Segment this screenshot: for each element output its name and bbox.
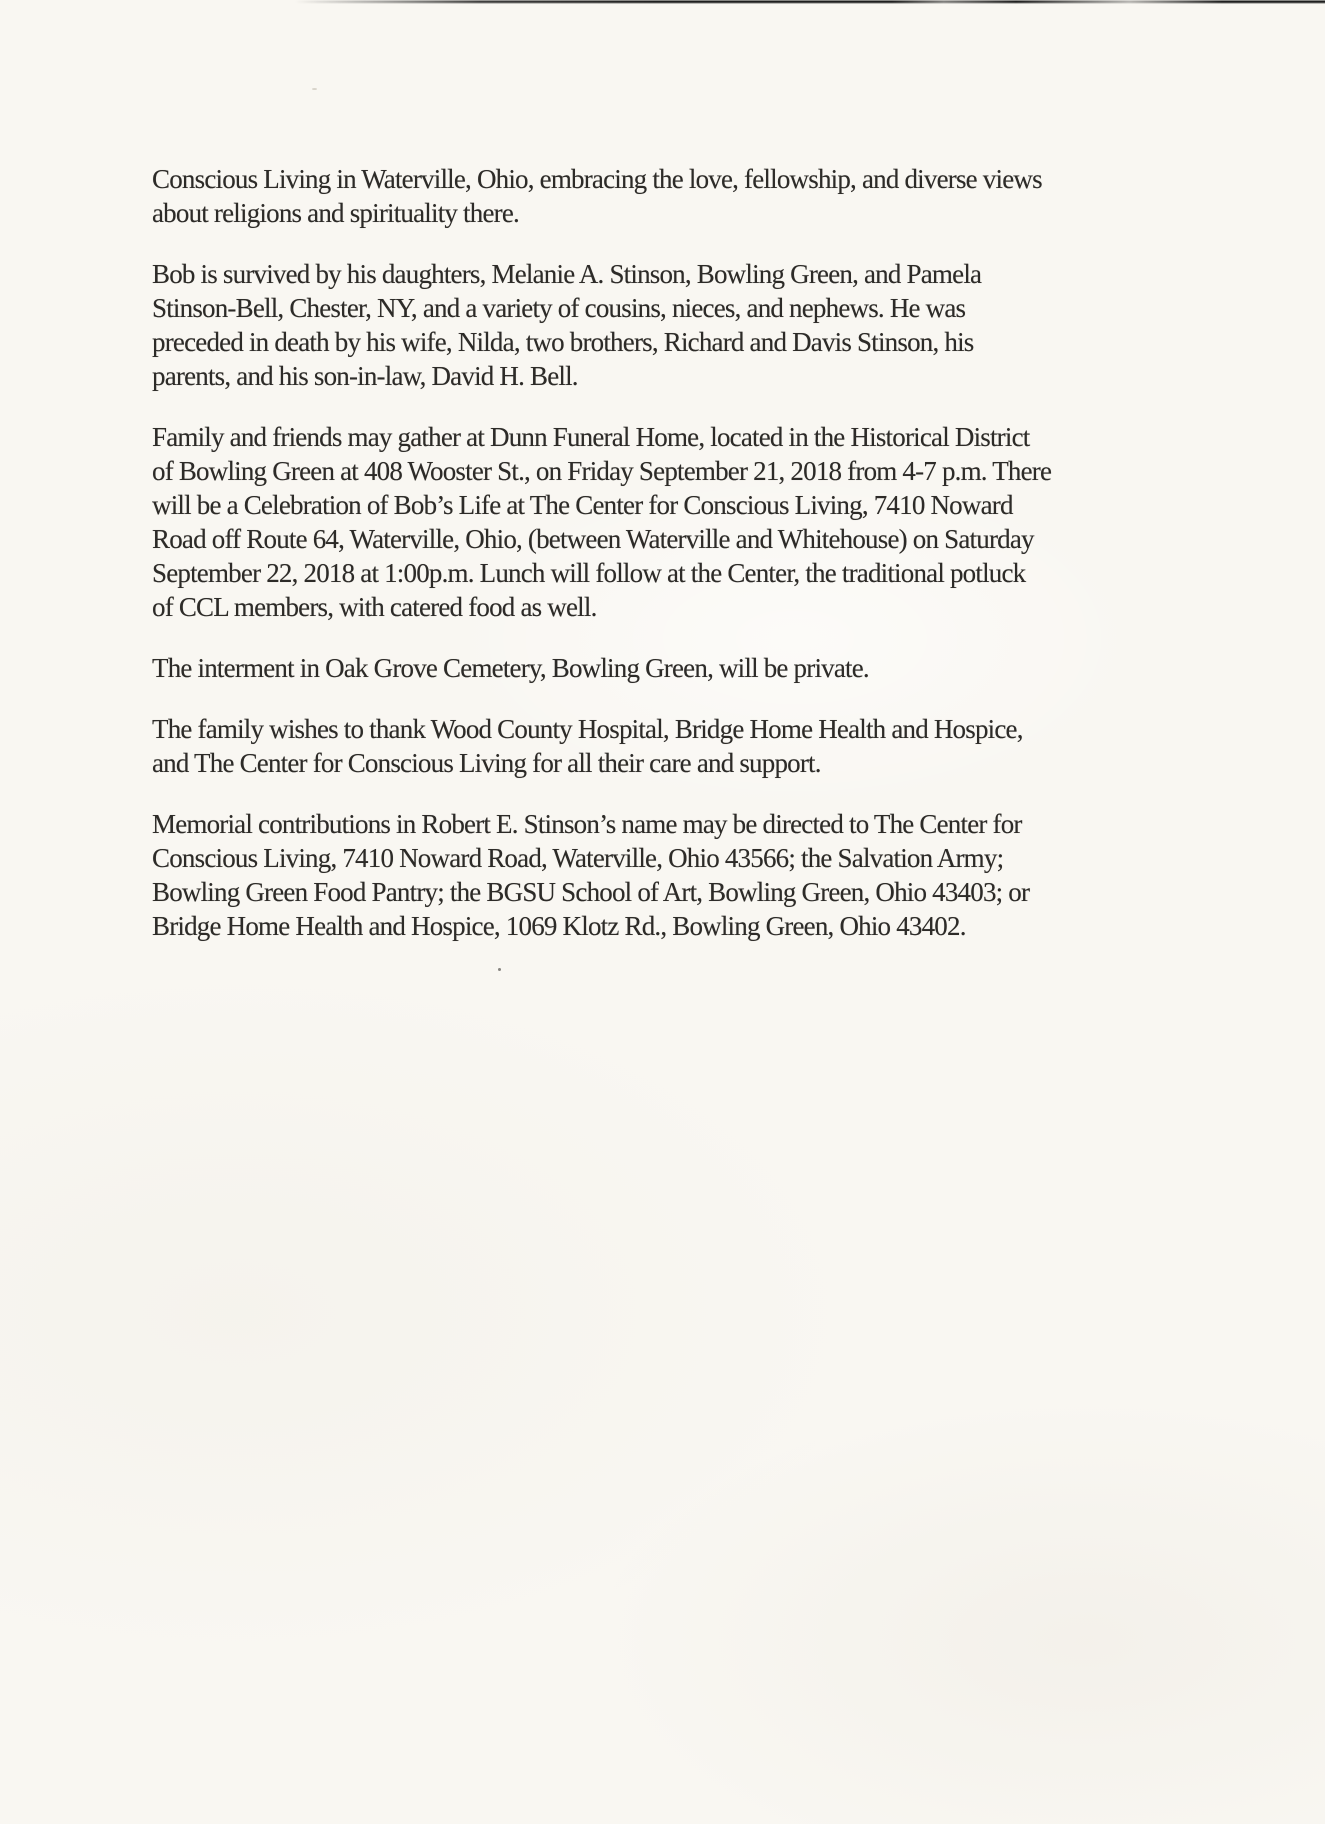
paragraph-memorial-contributions	[152, 807, 1252, 943]
text-line: parents, and his son-in-law, David H. Bell.	[152, 361, 578, 391]
text-line: The family wishes to thank Wood County Hospital, Bridge Home Health and Hospice,	[152, 714, 1023, 744]
text-line: Memorial contributions in Robert E. Stinson’s name may be directed to The Center for	[152, 809, 1022, 839]
paragraph-thanks	[152, 712, 1252, 780]
text-line: of CCL members, with catered food as well.	[152, 592, 597, 622]
obituary-text	[152, 162, 1252, 943]
text-line: preceded in death by his wife, Nilda, two brothers, Richard and Davis Stinson, his	[152, 327, 974, 357]
paragraph-services	[152, 420, 1252, 624]
text-line: Road off Route 64, Waterville, Ohio, (between Waterville and Whitehouse) on Saturday	[152, 524, 1034, 554]
text-line: Bowling Green Food Pantry; the BGSU School of Art, Bowling Green, Ohio 43403; or	[152, 877, 1030, 907]
text-line: Conscious Living in Waterville, Ohio, embracing the love, fellowship, and diverse views	[152, 164, 1042, 194]
scan-edge-artifact	[295, 0, 1325, 4]
text-line: about religions and spirituality there.	[152, 198, 519, 228]
text-line: Family and friends may gather at Dunn Funeral Home, located in the Historical District	[152, 422, 1030, 452]
paragraph-conscious-living	[152, 162, 1252, 230]
paragraph-survivors	[152, 257, 1252, 393]
scan-smudge	[312, 88, 317, 90]
text-line: and The Center for Conscious Living for all their care and support.	[152, 748, 821, 778]
text-line: The interment in Oak Grove Cemetery, Bowling Green, will be private.	[152, 653, 869, 683]
text-line: Bob is survived by his daughters, Melanie A. Stinson, Bowling Green, and Pamela	[152, 259, 982, 289]
text-line: September 22, 2018 at 1:00p.m. Lunch will follow at the Center, the traditional potluck	[152, 558, 1026, 588]
text-line: will be a Celebration of Bob’s Life at The Center for Conscious Living, 7410 Noward	[152, 490, 1013, 520]
text-line: Conscious Living, 7410 Noward Road, Waterville, Ohio 43566; the Salvation Army;	[152, 843, 1004, 873]
scan-speck	[498, 968, 501, 971]
paragraph-interment	[152, 651, 1252, 685]
text-line: of Bowling Green at 408 Wooster St., on Friday September 21, 2018 from 4-7 p.m. There	[152, 456, 1052, 486]
text-line: Stinson-Bell, Chester, NY, and a variety of cousins, nieces, and nephews. He was	[152, 293, 966, 323]
text-line: Bridge Home Health and Hospice, 1069 Klotz Rd., Bowling Green, Ohio 43402.	[152, 911, 966, 941]
